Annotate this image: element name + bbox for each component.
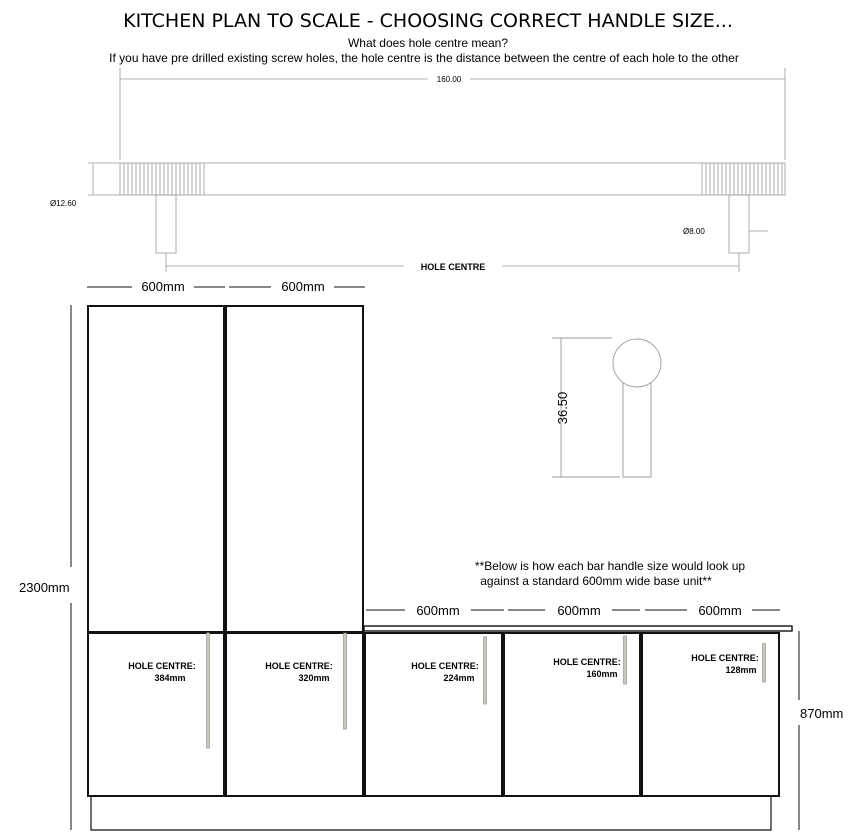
door-4-hole-centre-heading: HOLE CENTRE: [553, 657, 621, 667]
side-height-label: 36.50 [555, 391, 570, 425]
base-door-2 [226, 633, 363, 796]
tall-unit-1-width: 600mm [141, 279, 185, 294]
door-4-hole-centre-value: 160mm [586, 669, 618, 679]
handle-length-label: 160.00 [436, 75, 462, 84]
tall-height-label: 2300mm [19, 580, 70, 595]
handle-bar-outline [120, 163, 785, 195]
base-door-3 [365, 633, 502, 796]
door-3-bar-handle [484, 637, 487, 704]
tall-upper-door-1 [88, 306, 224, 632]
hole-centre-question: What does hole centre mean? [347, 36, 509, 50]
door-2-hole-centre-heading: HOLE CENTRE: [265, 661, 333, 671]
base-door-1 [88, 633, 224, 796]
post-diameter-label: Ø8.00 [683, 227, 705, 236]
door-3-hole-centre-heading: HOLE CENTRE: [411, 661, 479, 671]
base-unit-2-width: 600mm [557, 603, 601, 618]
door-4-bar-handle [624, 636, 627, 684]
door-handles [207, 633, 766, 748]
page-title: KITCHEN PLAN TO SCALE - CHOOSING CORRECT HANDLE SIZE... [123, 10, 733, 32]
handle-technical-drawing [88, 68, 785, 272]
base-doors [88, 633, 779, 796]
hole-centre-label: HOLE CENTRE [420, 262, 486, 272]
handle-grip-left [124, 163, 204, 195]
hole-centre-explanation: If you have pre drilled existing screw holes, the hole centre is the distance between the centre of each hole to the other [109, 51, 739, 65]
door-5-bar-handle [763, 644, 766, 682]
handle-post-left [156, 195, 176, 253]
base-unit-1-width: 600mm [416, 603, 460, 618]
door-3-hole-centre-value: 224mm [443, 673, 475, 683]
handle-diameter-label: Ø12.60 [50, 199, 77, 208]
tall-units [88, 306, 363, 632]
tall-unit-2-width: 600mm [281, 279, 325, 294]
base-unit-3-width: 600mm [698, 603, 742, 618]
door-5-hole-centre-heading: HOLE CENTRE: [691, 653, 759, 663]
door-1-hole-centre-heading: HOLE CENTRE: [128, 661, 196, 671]
door-2-hole-centre-value: 320mm [298, 673, 330, 683]
handle-grip-right [702, 163, 782, 195]
plinth [91, 797, 771, 830]
door-1-bar-handle [207, 633, 210, 748]
door-2-bar-handle [344, 633, 347, 729]
side-view-post [623, 382, 651, 477]
base-unit-note-line-2: against a standard 600mm wide base unit** [480, 574, 712, 588]
tall-upper-door-2 [226, 306, 363, 632]
side-view-bar-circle [613, 339, 661, 387]
door-1-hole-centre-value: 384mm [154, 673, 186, 683]
door-5-hole-centre-value: 128mm [725, 665, 757, 675]
handle-post-right [729, 195, 749, 253]
base-unit-note-line-1: **Below is how each bar handle size would look up [474, 559, 746, 573]
worktop [364, 626, 792, 631]
base-height-label: 870mm [800, 706, 844, 721]
